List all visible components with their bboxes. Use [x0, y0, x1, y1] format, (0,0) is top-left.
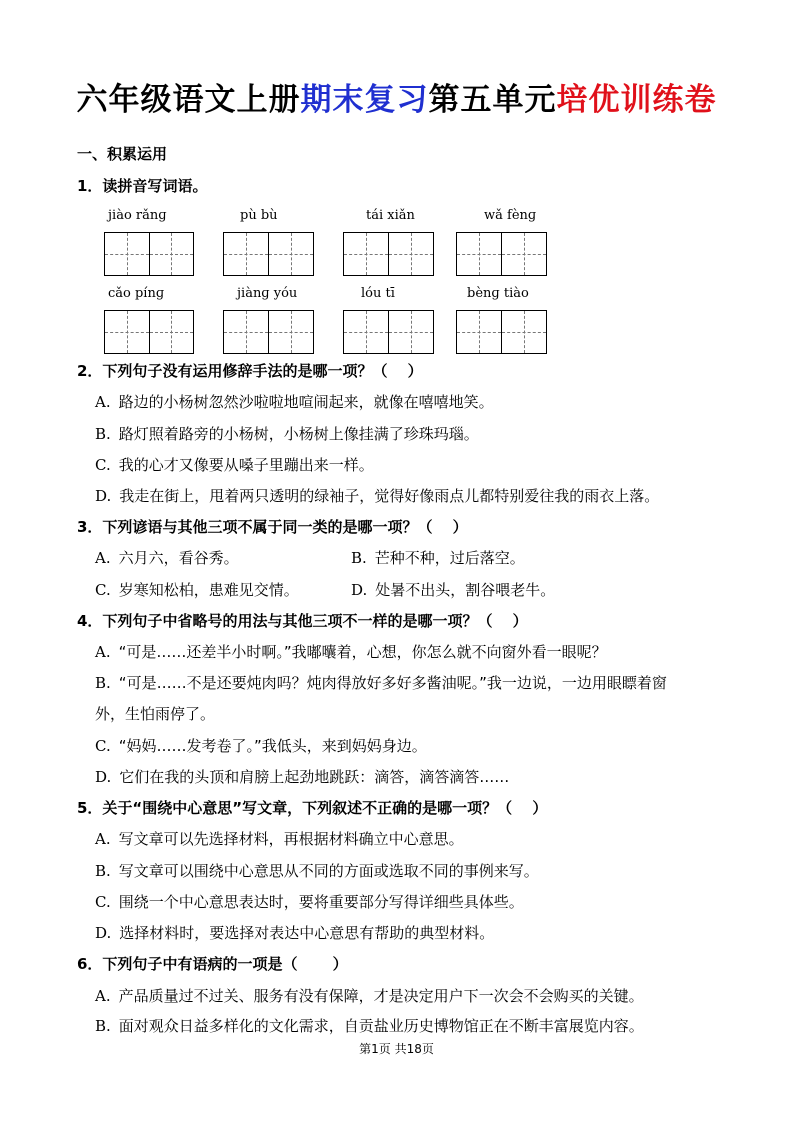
character-writing-grid[interactable] [104, 310, 194, 354]
option-letter: C. [95, 737, 111, 755]
pinyin-label: tái xiǎn [366, 208, 415, 223]
option-a [95, 642, 607, 662]
question-3-stem: 3．下列谚语与其他三项不属于同一类的是哪一项？（ ） [77, 518, 468, 536]
option-b [95, 424, 479, 444]
option-text: “可是……还差半小时啊。”我嘟囔着，心想，你怎么就不向窗外看一眼呢？ [118, 643, 607, 661]
option-text: 路灯照着路旁的小杨树，小杨树上像挂满了珍珠玛瑙。 [118, 425, 479, 443]
option-letter: B. [95, 425, 111, 443]
option-d [95, 767, 509, 787]
character-writing-grid[interactable] [223, 232, 314, 276]
option-text: 它们在我的头顶和肩膀上起劲地跳跃：滴答，滴答滴答…… [119, 768, 510, 786]
option-text: 处暑不出头，割谷喂老牛。 [375, 581, 556, 599]
page-title [0, 80, 793, 120]
option-c [95, 736, 427, 756]
question-4-stem: 4．下列句子中省略号的用法与其他三项不一样的是哪一项？（ ） [77, 612, 528, 630]
character-writing-grid[interactable] [456, 232, 547, 276]
section-heading: 一、积累运用 [77, 145, 168, 163]
question-5-stem: 5．关于“围绕中心意思”写文章，下列叙述不正确的是哪一项？（ ） [77, 799, 548, 817]
option-text: 选择材料时，要选择对表达中心意思有帮助的典型材料。 [119, 924, 495, 942]
character-writing-grid[interactable] [343, 310, 434, 354]
option-letter: C. [95, 581, 111, 599]
option-b [351, 548, 525, 568]
option-text: 写文章可以先选择材料，再根据材料确立中心意思。 [118, 830, 464, 848]
title-part-grade: 六年级语文上册 [76, 82, 301, 118]
option-text: 我的心才又像要从嗓子里蹦出来一样。 [118, 456, 374, 474]
option-letter: A. [95, 393, 111, 411]
option-text: 产品质量过不过关、服务有没有保障，才是决定用户下一次会不会购买的关键。 [118, 987, 644, 1005]
option-letter: B. [95, 862, 111, 880]
question-1-stem: 1．读拼音写词语。 [77, 177, 208, 195]
option-b [95, 861, 539, 881]
option-letter: B. [95, 674, 111, 692]
option-letter: D. [95, 487, 112, 505]
character-writing-grid[interactable] [223, 310, 314, 354]
option-text: 面对观众日益多样化的文化需求，自贡盐业历史博物馆正在不断丰富展览内容。 [118, 1017, 644, 1035]
title-part-review: 期末复习 [300, 82, 429, 118]
option-text: 芒种不种，过后落空。 [374, 549, 525, 567]
question-2-stem: 2．下列句子没有运用修辞手法的是哪一项？（ ） [77, 362, 423, 380]
option-b [95, 1016, 644, 1036]
option-text: 我走在街上，甩着两只透明的绿袖子，觉得好像雨点儿都特别爱往我的雨衣上落。 [119, 487, 660, 505]
option-text: 围绕一个中心意思表达时，要将重要部分写得详细些具体些。 [118, 893, 524, 911]
option-letter: A. [95, 549, 111, 567]
title-part-unit: 第五单元 [428, 82, 557, 118]
option-letter: D. [95, 924, 112, 942]
option-text: 写文章可以围绕中心意思从不同的方面或选取不同的事例来写。 [118, 862, 539, 880]
character-writing-grid[interactable] [343, 232, 434, 276]
option-letter: D. [95, 768, 112, 786]
option-letter: C. [95, 893, 111, 911]
option-a [95, 829, 464, 849]
option-d [95, 486, 659, 506]
option-text: 路边的小杨树忽然沙啦啦地喧闹起来，就像在嘻嘻地笑。 [118, 393, 494, 411]
option-letter: D. [351, 581, 368, 599]
option-letter: C. [95, 456, 111, 474]
option-c [95, 892, 524, 912]
character-writing-grid[interactable] [456, 310, 547, 354]
pinyin-label: bènɡ tiào [467, 286, 529, 301]
option-d [351, 580, 555, 600]
pinyin-label: pù bù [240, 208, 278, 223]
option-text: “妈妈……发考卷了。”我低头，来到妈妈身边。 [118, 737, 427, 755]
pinyin-label: jiào rǎnɡ [108, 208, 167, 223]
option-d [95, 923, 494, 943]
option-b [95, 673, 667, 693]
question-6-stem: 6．下列句子中有语病的一项是（ ） [77, 955, 348, 973]
option-text: 岁寒知松柏，患难见交情。 [118, 581, 299, 599]
pinyin-label: jiànɡ yóu [237, 286, 298, 301]
option-c [95, 455, 374, 475]
character-writing-grid[interactable] [104, 232, 194, 276]
option-a [95, 392, 494, 412]
option-a [95, 548, 239, 568]
option-text: “可是……不是还要炖肉吗？炖肉得放好多好多酱油呢。”我一边说，一边用眼瞟着窗 [118, 674, 667, 692]
option-letter: B. [351, 549, 367, 567]
option-letter: B. [95, 1017, 111, 1035]
option-letter: A. [95, 830, 111, 848]
pinyin-label: wǎ fènɡ [484, 208, 537, 223]
pinyin-label: lóu tī [361, 286, 395, 301]
option-letter: A. [95, 987, 111, 1005]
option-b-continuation: 外，生怕雨停了。 [95, 705, 216, 723]
option-a [95, 986, 644, 1006]
option-text: 六月六，看谷秀。 [118, 549, 239, 567]
option-letter: A. [95, 643, 111, 661]
page-footer: 第1页 共18页 [359, 1042, 434, 1056]
pinyin-label: cǎo pínɡ [108, 286, 165, 301]
option-c [95, 580, 299, 600]
title-part-exercise: 培优训练卷 [556, 82, 717, 118]
